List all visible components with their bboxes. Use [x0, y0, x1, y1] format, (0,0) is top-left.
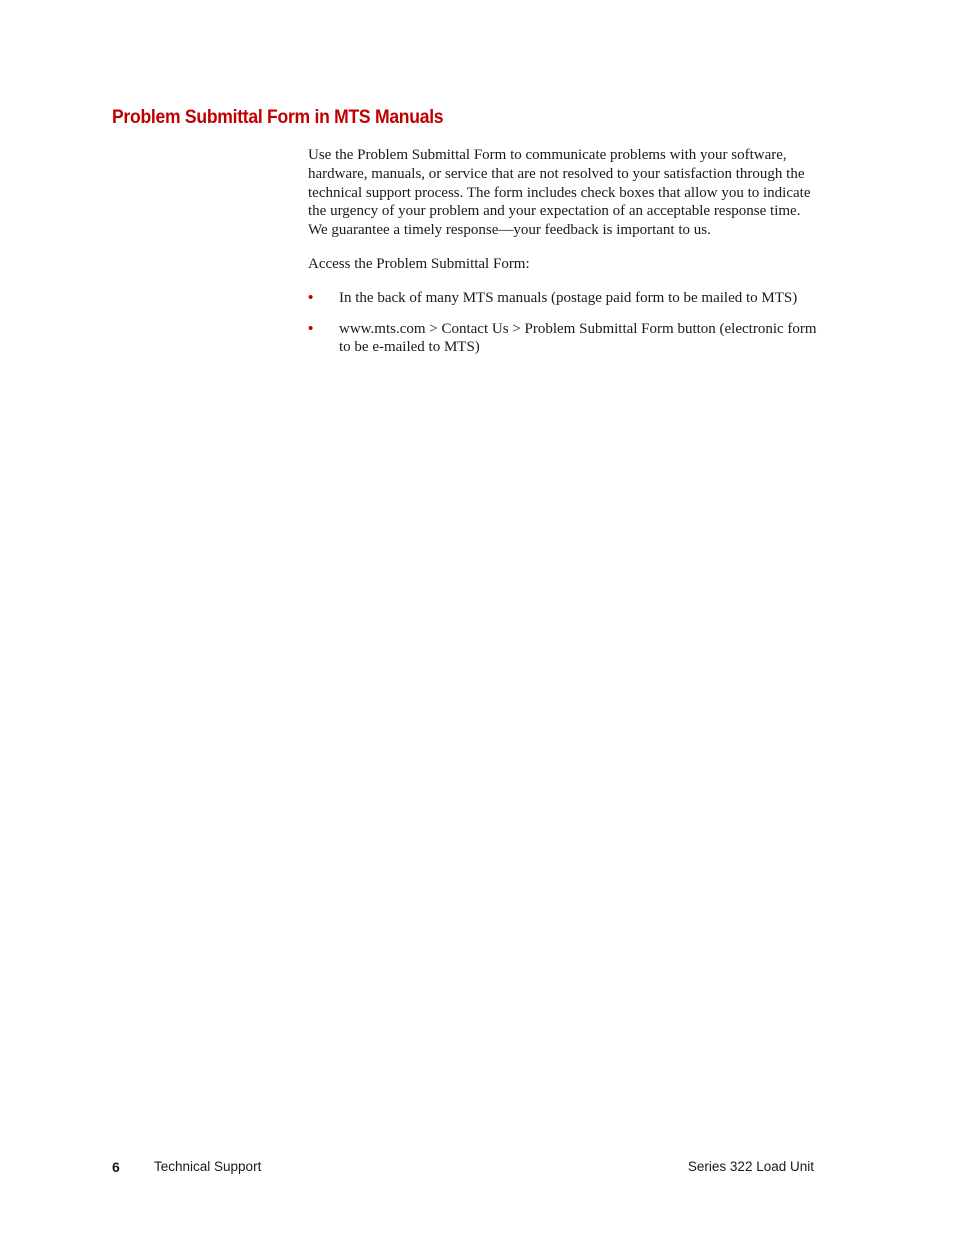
- page-number: 6: [112, 1159, 120, 1175]
- list-item: [308, 289, 818, 308]
- access-label: Access the Problem Submittal Form:: [308, 255, 530, 272]
- content-body: [308, 146, 818, 369]
- footer-product-name: Series 322 Load Unit: [687, 1159, 814, 1174]
- page-footer: [112, 1159, 814, 1179]
- bullet-icon: •: [308, 288, 314, 306]
- list-item: [308, 320, 818, 358]
- section-heading: Problem Submittal Form in MTS Manuals: [112, 106, 444, 128]
- access-list: [308, 289, 818, 357]
- list-item-text: www.mts.com > Contact Us > Problem Submittal Form button (electronic form to be e-mailed to MTS): [339, 320, 817, 356]
- bullet-icon: •: [308, 319, 314, 337]
- intro-paragraph: Use the Problem Submittal Form to communicate problems with your software, hardware, manuals, or service that are not resolved to your satisfaction through the technical support process. The form includes check boxes that allow you to indicate the urgency of your problem and your expectation of an acceptable response time. We guarantee a timely response—your feedback is important to us.: [308, 147, 811, 239]
- footer-section-name: Technical Support: [154, 1159, 262, 1174]
- list-item-text: In the back of many MTS manuals (postage paid form to be mailed to MTS): [339, 289, 798, 306]
